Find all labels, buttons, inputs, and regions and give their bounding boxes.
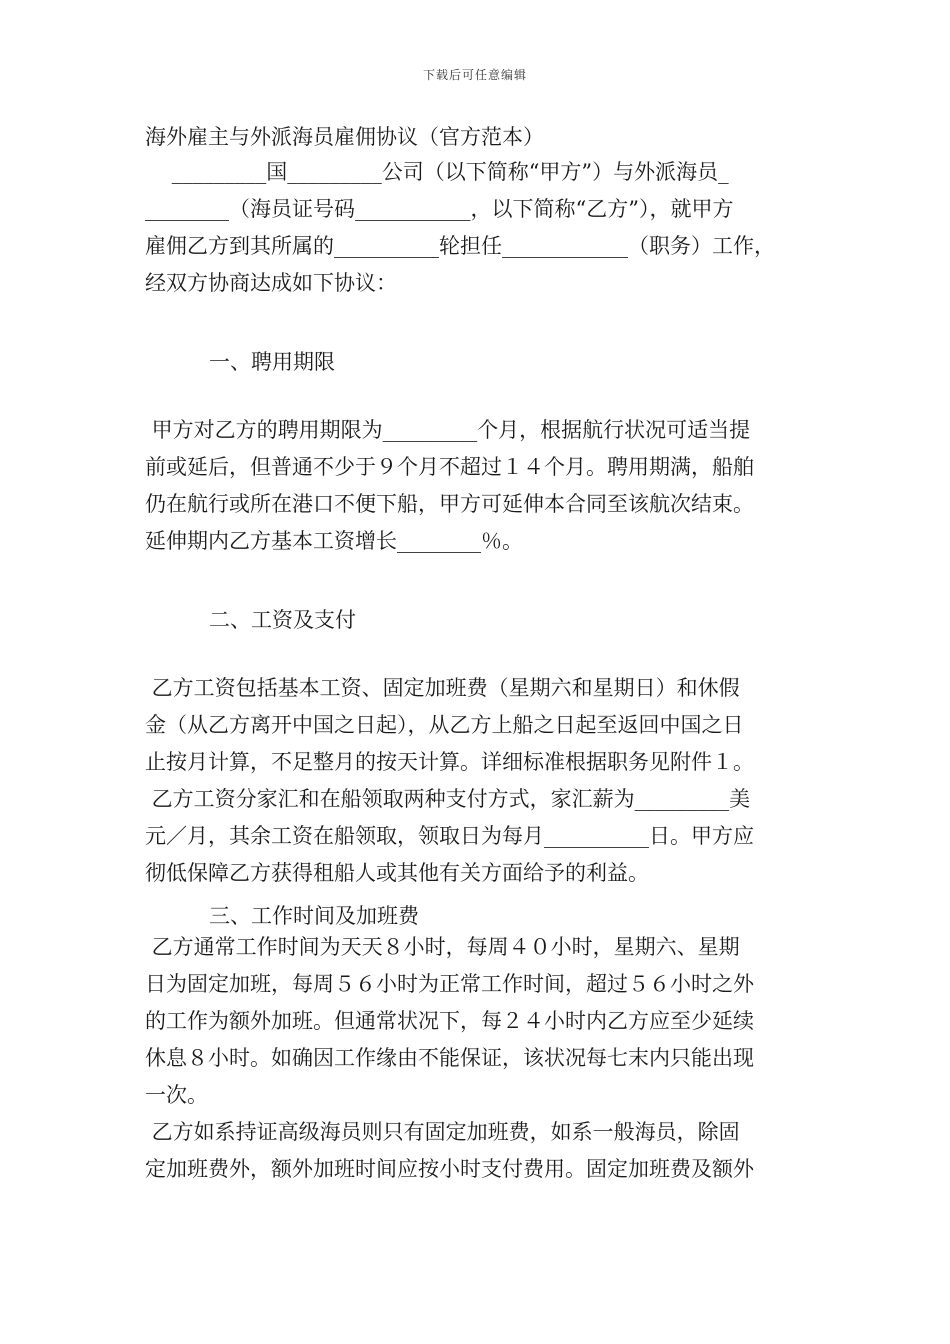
paragraph-line: 前或延后，但普通不少于９个月不超过１４个月。聘用期满，船舶 <box>145 455 754 479</box>
paragraph-line: 彻低保障乙方获得租船人或其他有关方面给予的利益。 <box>145 861 649 885</box>
paragraph-line: 甲方对乙方的聘用期限为_________个月，根据航行状况可适当提 <box>145 418 751 442</box>
paragraph-line: 乙方工资包括基本工资、固定加班费（星期六和星期日）和休假 <box>145 676 740 700</box>
paragraph-line: 乙方通常工作时间为天天８小时，每周４０小时，星期六、星期 <box>145 935 740 959</box>
document-title: 海外雇主与外派海员雇佣协议（官方范本） <box>145 125 544 149</box>
paragraph-line: 乙方如系持证高级海员则只有固定加班费，如系一般海员，除固 <box>145 1120 740 1144</box>
section-heading: 三、工作时间及加班费 <box>209 904 419 928</box>
paragraph-line: 一次。 <box>145 1083 208 1107</box>
intro-line: 经双方协商达成如下协议： <box>145 271 397 295</box>
header-note: 下载后可任意编辑 <box>422 68 527 82</box>
paragraph-line: 金（从乙方离开中国之日起），从乙方上船之日起至返回中国之日 <box>145 713 744 737</box>
intro-line: 雇佣乙方到其所属的__________轮担任____________（职务）工作， <box>145 234 775 258</box>
intro-line: _________国_________公司（以下简称“甲方”）与外派海员_ <box>145 160 729 184</box>
intro-line: ________（海员证号码___________，以下简称“乙方”），就甲方 <box>145 197 734 221</box>
paragraph-line: 的工作为额外加班。但通常状况下，每２４小时内乙方应至少延续 <box>145 1009 754 1033</box>
paragraph-line: 仍在航行或所在港口不便下船，甲方可延伸本合同至该航次结束。 <box>145 492 754 516</box>
section-heading: 二、工资及支付 <box>209 608 356 632</box>
paragraph-line: 元／月，其余工资在船领取，领取日为每月__________日。甲方应 <box>145 824 754 848</box>
paragraph-line: 乙方工资分家汇和在船领取两种支付方式，家汇薪为_________美 <box>145 787 751 811</box>
paragraph-line: 休息８小时。如确因工作缘由不能保证，该状况每七末内只能出现 <box>145 1046 754 1070</box>
paragraph-line: 定加班费外，额外加班时间应按小时支付费用。固定加班费及额外 <box>145 1157 754 1181</box>
section-heading: 一、聘用期限 <box>209 350 335 374</box>
paragraph-line: 止按月计算，不足整月的按天计算。详细标准根据职务见附件１。 <box>145 750 754 774</box>
paragraph-line: 延伸期内乙方基本工资增长________％。 <box>145 529 523 553</box>
paragraph-line: 日为固定加班，每周５６小时为正常工作时间，超过５６小时之外 <box>145 972 754 996</box>
